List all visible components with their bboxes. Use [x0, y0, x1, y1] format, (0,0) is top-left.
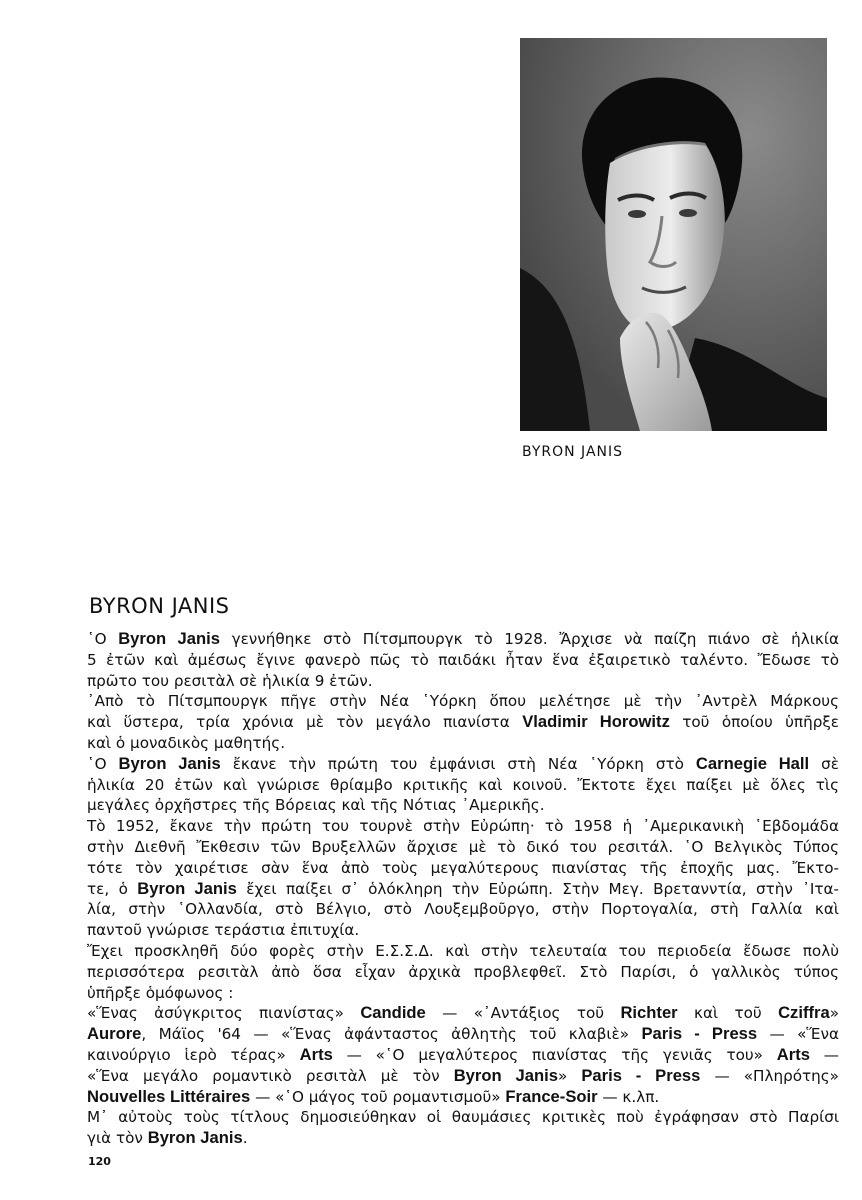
text-line — [87, 650, 839, 671]
text-line — [87, 1045, 839, 1066]
text-line — [87, 920, 839, 941]
page-number: 120 — [88, 1155, 111, 1168]
latin-name: Carnegie Hall — [695, 753, 810, 773]
text-run: τε, ὁ — [87, 879, 138, 898]
latin-name: Arts — [776, 1044, 810, 1064]
text-line — [87, 837, 839, 858]
text-run: ἔχει παίξει σ᾿ ὁλόκληρη τὴν Εὐρώπη. Στὴν Μεγ. Βρετανντία, στὴν ᾿Ιτα- — [236, 879, 839, 898]
text-run: 5 ἐτῶν καὶ ἀμέσως ἔγινε φανερὸ πῶς τὸ παιδάκι ἦταν ἕνα ἐξαιρετικὸ ταλέντο. Ἔδωσε τὸ — [87, 650, 839, 669]
latin-name: Byron Janis — [118, 753, 221, 773]
latin-name: Paris - Press — [581, 1065, 701, 1085]
text-line — [87, 879, 839, 900]
latin-name: Paris - Press — [641, 1024, 758, 1044]
text-run: ὑπῆρξε ὁμόφωνος : — [87, 983, 234, 1002]
text-run: Τὸ 1952, ἔκανε τὴν πρώτη του τουρνὲ στὴν Εὐρώπη· τὸ 1958 ἡ ᾿Αμερικανικὴ ῾Εβδομάδα — [87, 817, 839, 836]
text-line — [87, 712, 839, 733]
text-run: — — [810, 1045, 839, 1064]
text-run: . — [242, 1129, 248, 1148]
text-run: ἔκανε τὴν πρώτη του ἐμφάνισι στὴ Νέα ῾Υόρκη στὸ — [220, 754, 696, 773]
article-heading: BYRON JANIS — [89, 594, 230, 618]
text-run: Ἔχει προσκληθῆ δύο φορὲς στὴν Ε.Σ.Σ.Δ. καὶ στὴν τελευταία του περιοδεία ἔδωσε πολὺ — [87, 941, 839, 960]
text-run: τοῦ ὁποίου ὑπῆρξε — [669, 713, 840, 732]
text-line — [87, 671, 839, 692]
text-line — [87, 1128, 839, 1149]
text-run: περισσότερα ρεσιτὰλ ἀπὸ ὅσα εἶχαν ἀρχικὰ προβλεφθεῖ. Στὸ Παρίσι, ὁ γαλλικὸς τύπος — [87, 962, 839, 981]
article-body — [87, 629, 839, 1149]
text-run: καὶ ὕστερα, τρία χρόνια μὲ τὸν μεγάλο πιανίστα — [87, 713, 523, 732]
text-run: — «῾Ο μάγος τοῦ ρομαντισμοῦ» — [250, 1087, 506, 1106]
text-run: — κ.λπ. — [597, 1087, 660, 1106]
text-run: τότε τὸν χαιρέτισε σὰν ἕνα ἀπὸ τοὺς μεγαλύτερους πιανίστας τῆς ἐποχῆς μας. Ἔκτο- — [87, 858, 839, 877]
latin-name: Byron Janis — [137, 878, 237, 898]
text-run: — «῾Ο μεγαλύτερος πιανίστας τῆς γενιᾶς του» — [332, 1045, 777, 1064]
text-run: πρῶτο του ρεσιτὰλ σὲ ἡλικία 9 ἐτῶν. — [87, 671, 373, 690]
text-line — [87, 1107, 839, 1128]
text-line — [87, 1003, 839, 1024]
text-line — [87, 816, 839, 837]
latin-name: Richter — [620, 1003, 678, 1023]
text-run: » — [829, 1004, 840, 1023]
latin-name: Byron Janis — [118, 629, 220, 648]
photo-caption: BYRON JANIS — [522, 444, 624, 460]
text-run: ῾Ο — [87, 754, 119, 773]
text-line — [87, 795, 839, 816]
text-line — [87, 1066, 839, 1087]
text-run: ἡλικία 20 ἐτῶν καὶ γνώρισε θρίαμβο κριτικῆς καὶ κοινοῦ. Ἔκτοτε ἔχει παίξει μὲ ὅλες τὶς — [87, 775, 839, 794]
latin-name: Aurore — [87, 1024, 142, 1044]
text-run: καὶ ὁ μοναδικὸς μαθητής. — [87, 733, 286, 752]
text-run: Μ᾿ αὐτοὺς τοὺς τίτλους δημοσιεύθηκαν οἱ θαυμάσιες κριτικὲς ποὺ ἐγράφησαν στὸ Παρίσι — [87, 1108, 839, 1127]
latin-name: Byron Janis — [453, 1065, 558, 1085]
text-run: ᾿Απὸ τὸ Πίτσμπουργκ πῆγε στὴν Νέα ῾Υόρκη ὅπου μελέτησε μὲ τὴν ᾿Αντρὲλ Μάρκους — [87, 692, 839, 711]
text-run: — «Πληρότης» — [700, 1066, 839, 1085]
latin-name: Candide — [360, 1003, 426, 1023]
portrait-photo — [520, 38, 827, 431]
text-run: μεγάλες ὀρχῆστρες τῆς Βόρειας καὶ τῆς Νότιας ᾿Αμερικῆς. — [87, 796, 545, 815]
text-run: «Ἕνα μεγάλο ρομαντικὸ ρεσιτὰλ μὲ τὸν — [87, 1066, 454, 1085]
text-run: , Μάϊος '64 — «Ἕνας ἀφάνταστος ἀθλητὴς τοῦ κλαβιὲ» — [141, 1025, 642, 1044]
text-line — [87, 733, 839, 754]
text-run: καὶ τοῦ — [677, 1004, 779, 1023]
text-run: λία, στὴν ῾Ολλανδία, στὸ Βέλγιο, στὸ Λουξεμβοῦργο, στὴν Πορτογαλία, στὴ Γαλλία καὶ — [87, 900, 839, 919]
text-run: γιὰ τὸν — [87, 1129, 148, 1148]
latin-name: Byron Janis — [147, 1128, 243, 1148]
text-line — [87, 983, 839, 1004]
text-run: στὴν Διεθνῆ Ἔκθεσιν τῶν Βρυξελλῶν ἄρχισε μὲ τὸ δικό του ρεσιτάλ. ῾Ο Βελγικὸς Τύπος — [87, 837, 839, 856]
text-line — [87, 858, 839, 879]
latin-name: Cziffra — [778, 1003, 830, 1023]
text-line — [87, 962, 839, 983]
text-run: ῾Ο — [87, 630, 119, 648]
text-run: σὲ — [809, 754, 839, 773]
latin-name: France-Soir — [505, 1086, 598, 1106]
text-run: «Ἕνας ἀσύγκριτος πιανίστας» — [87, 1004, 361, 1023]
text-run: καινούργιο ἱερὸ τέρας» — [87, 1045, 300, 1064]
text-line — [87, 754, 839, 775]
text-line — [87, 899, 839, 920]
text-run: γεννήθηκε στὸ Πίτσμπουργκ τὸ 1928. Ἄρχισε νὰ παίζη πιάνο σὲ ἡλικία — [219, 630, 839, 648]
text-line — [87, 629, 839, 650]
latin-name: Nouvelles Littéraires — [87, 1086, 251, 1106]
text-line — [87, 691, 839, 712]
text-run: παντοῦ γνώρισε τεράστια ἐπιτυχία. — [87, 921, 360, 940]
text-run: — «᾿Αντάξιος τοῦ — [425, 1004, 621, 1023]
text-line — [87, 1087, 839, 1108]
text-run: — «Ἕνα — [757, 1025, 839, 1044]
latin-name: Vladimir Horowitz — [522, 712, 670, 732]
text-line — [87, 775, 839, 796]
text-line — [87, 941, 839, 962]
portrait-illustration — [520, 38, 827, 431]
text-run: » — [557, 1066, 582, 1085]
text-line — [87, 1024, 839, 1045]
latin-name: Arts — [299, 1044, 333, 1064]
